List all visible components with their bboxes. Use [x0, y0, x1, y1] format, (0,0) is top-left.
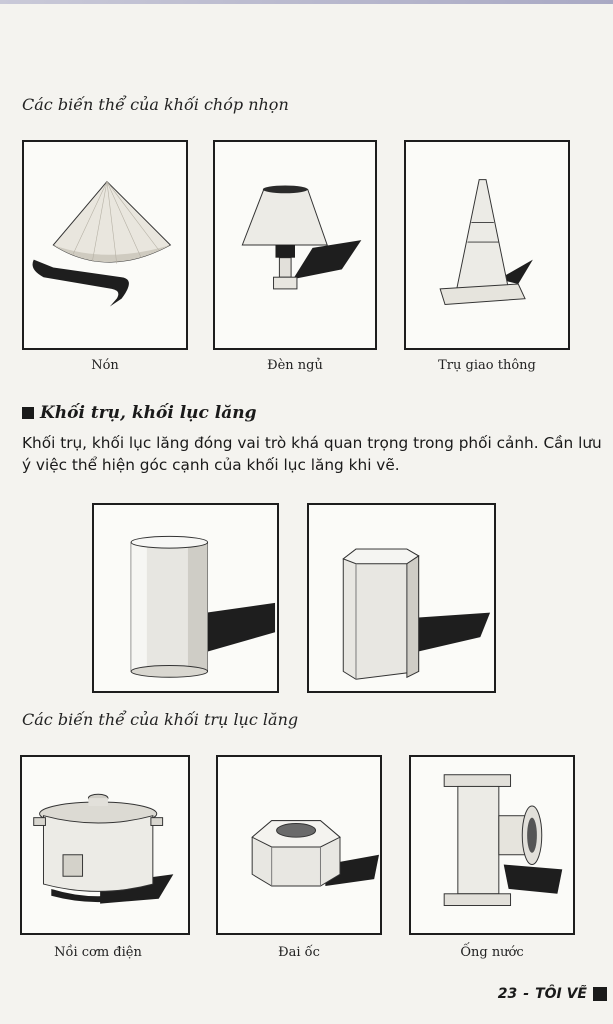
page-footer	[498, 986, 607, 1002]
traffic-cone-illustration	[404, 140, 570, 350]
cylinder-illustration	[92, 503, 279, 693]
top-color-band	[0, 0, 613, 4]
section-body-text: Khối trụ, khối lục lăng đóng vai trò khá quan trọng trong phối cảnh. Cần lưu ý việc thể hiện góc cạnh của khối lục lăng khi vẽ.	[22, 434, 602, 474]
hexagonal-prism-illustration	[307, 503, 496, 693]
row3-label-0: Nồi cơm điện	[54, 945, 142, 960]
square-bullet-icon	[22, 407, 34, 419]
rice-cooker-illustration	[20, 755, 190, 935]
conical-hat-illustration	[22, 140, 188, 350]
pipe-fitting-illustration	[409, 755, 575, 935]
footer-separator: -	[523, 986, 530, 1002]
series-title: TÔI VẼ	[535, 986, 587, 1002]
table-lamp-illustration	[213, 140, 377, 350]
row3-label-2: Ống nước	[460, 945, 524, 960]
row1-label-2: Trụ giao thông	[438, 358, 536, 373]
row1-label-0: Nón	[91, 358, 119, 373]
row3-label-1: Đai ốc	[278, 945, 320, 960]
cone-variants-caption: Các biến thể của khối chóp nhọn	[22, 95, 289, 114]
section-heading	[22, 403, 257, 423]
row1-label-1: Đèn ngủ	[267, 358, 323, 373]
page-number: 23	[497, 986, 518, 1002]
square-marker-icon	[593, 987, 607, 1001]
hex-nut-illustration	[216, 755, 382, 935]
section-heading-text: Khối trụ, khối lục lăng	[40, 403, 257, 423]
prism-variants-caption: Các biến thể của khối trụ lục lăng	[22, 710, 299, 729]
